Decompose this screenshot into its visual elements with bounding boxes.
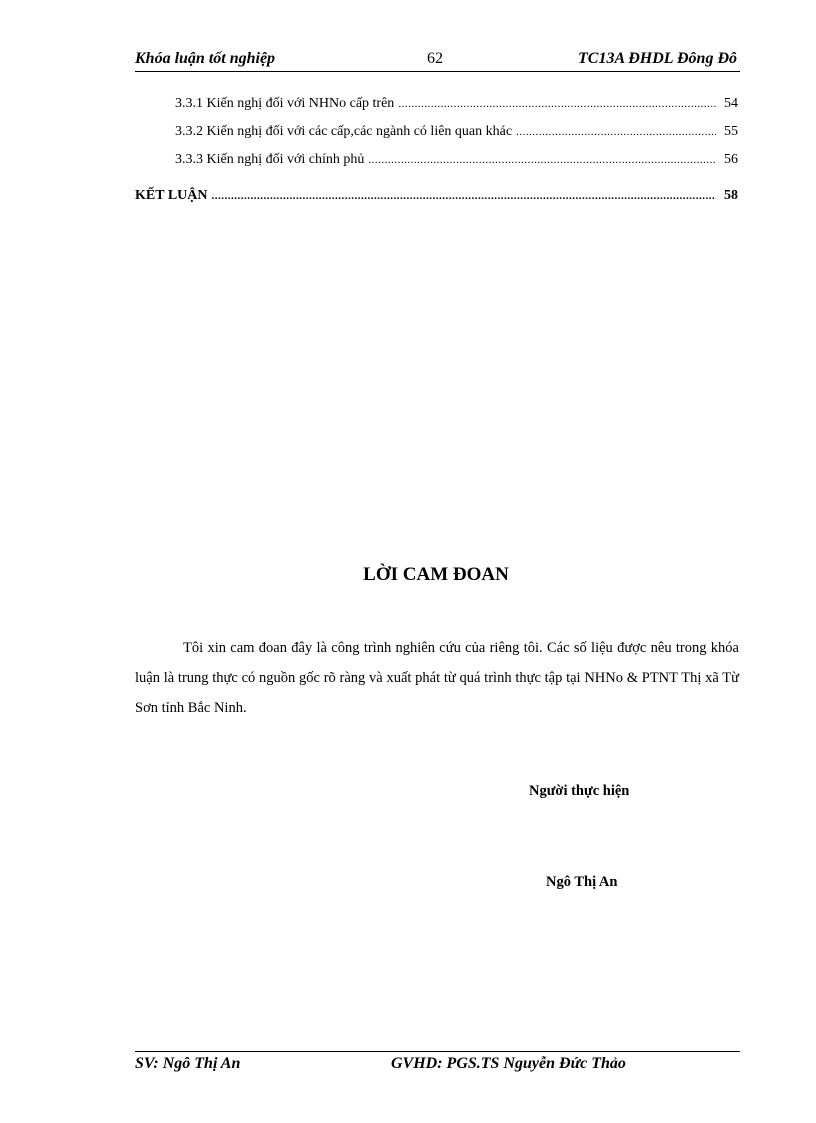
toc-leader [211,187,716,205]
toc-item-label: 3.3.2 Kiến nghị đối với các cấp,các ngành có liên quan khác [175,124,513,139]
toc-item [175,95,738,113]
toc-conclusion-page: 58 [724,188,738,203]
header-left: Khóa luận tốt nghiệp [135,50,276,67]
declaration-body [135,633,739,723]
toc-conclusion [135,187,738,205]
header-rule [135,71,740,72]
toc-leader [398,95,716,113]
toc-item [175,123,738,141]
declaration-title: LỜI CAM ĐOAN [363,564,509,585]
declaration-body-text: Tôi xin cam đoan đây là công trình nghiên cứu của riêng tôi. Các số liệu được nêu trong khóa luận là trung thực có nguồn gốc rõ ràng và xuất phát từ quá trình thực tập tại NHNo & PTNT Thị xã Từ Sơn tỉnh Bắc Ninh. [135,640,739,716]
toc-leader [516,123,716,141]
signer-name: Ngô Thị An [546,874,618,890]
toc-item-page: 55 [724,124,738,139]
toc-item-page: 54 [724,96,738,111]
header-right: TC13A ĐHDL Đông Đô [578,50,737,67]
toc-item-page: 56 [724,152,738,167]
footer-rule [135,1051,740,1052]
toc-item-label: 3.3.3 Kiến nghị đối với chính phủ [175,152,365,167]
toc-item [175,151,738,169]
signer-role: Người thực hiện [529,783,630,799]
toc-leader [368,151,716,169]
toc-conclusion-label: KẾT LUẬN [135,188,208,203]
toc-item-label: 3.3.1 Kiến nghị đối với NHNo cấp trên [175,96,395,111]
header-page-number: 62 [427,50,443,67]
footer-student: SV: Ngô Thị An [135,1055,241,1072]
footer-advisor: GVHD: PGS.TS Nguyễn Đức Thảo [391,1055,626,1072]
